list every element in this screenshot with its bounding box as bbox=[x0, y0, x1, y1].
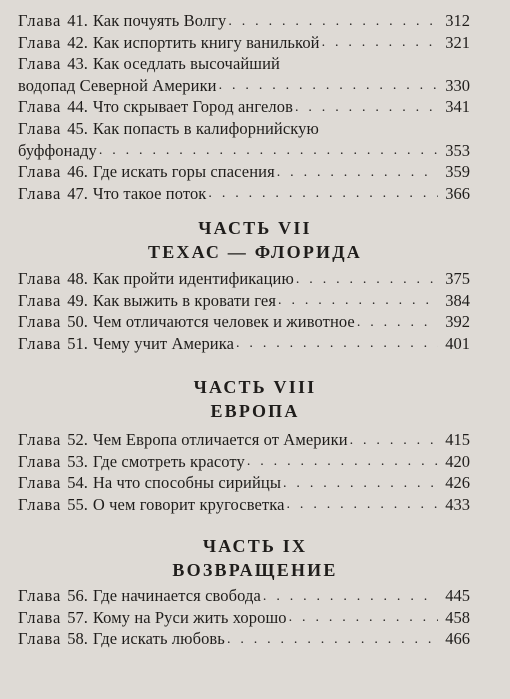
chapter-title: Чему учит Америка bbox=[92, 333, 235, 353]
chapter-title: Что скрывает Город ангелов bbox=[92, 97, 293, 117]
chapter-title-continued: буффонаду bbox=[18, 140, 97, 160]
toc-entry-46[interactable] bbox=[18, 161, 470, 183]
part-title: ЕВРОПА bbox=[210, 401, 300, 421]
toc-entry-48[interactable] bbox=[18, 268, 470, 290]
toc-entry-45[interactable] bbox=[18, 118, 470, 161]
chapter-word: Глава bbox=[18, 607, 62, 627]
leader-dots bbox=[350, 432, 438, 451]
toc-entry-52[interactable] bbox=[18, 429, 470, 451]
leader-dots bbox=[227, 631, 438, 650]
toc-block-part-8 bbox=[18, 429, 470, 515]
chapter-word: Глава bbox=[18, 54, 62, 74]
page-number: 392 bbox=[445, 312, 470, 332]
chapter-word: Глава bbox=[18, 11, 62, 30]
toc-entry-47[interactable] bbox=[18, 183, 470, 205]
chapter-word: Глава bbox=[18, 183, 62, 203]
toc-entry-57[interactable] bbox=[18, 607, 470, 629]
chapter-word: Глава bbox=[18, 162, 62, 182]
toc-entry-43[interactable] bbox=[18, 53, 470, 96]
toc-entry-58[interactable] bbox=[18, 628, 470, 650]
leader-dots bbox=[357, 314, 438, 333]
toc-entry-50[interactable] bbox=[18, 311, 470, 333]
chapter-number: 55. bbox=[67, 494, 88, 514]
page-number: 330 bbox=[445, 75, 470, 95]
page-number: 321 bbox=[445, 32, 470, 52]
toc-entry-56[interactable] bbox=[18, 585, 470, 607]
toc-block-part-6-tail bbox=[18, 10, 470, 204]
leader-dots bbox=[99, 142, 438, 161]
chapter-title: Чем отличаются человек и животное bbox=[92, 312, 355, 332]
chapter-title: Кому на Руси жить хорошо bbox=[92, 607, 287, 627]
chapter-title: Как испортить книгу ванилькой bbox=[92, 32, 320, 52]
leader-dots bbox=[278, 292, 438, 311]
chapter-word: Глава bbox=[18, 586, 62, 605]
toc-entry-54[interactable] bbox=[18, 472, 470, 494]
page-number: 312 bbox=[445, 11, 470, 30]
toc-entry-41[interactable] bbox=[18, 10, 470, 32]
chapter-number: 58. bbox=[67, 629, 88, 649]
page-number: 359 bbox=[445, 162, 470, 182]
chapter-word: Глава bbox=[18, 97, 62, 117]
chapter-number: 43. bbox=[67, 54, 88, 74]
chapter-number: 51. bbox=[67, 333, 88, 353]
chapter-word: Глава bbox=[18, 333, 62, 353]
toc-entry-42[interactable] bbox=[18, 32, 470, 54]
chapter-word: Глава bbox=[18, 451, 62, 471]
chapter-number: 50. bbox=[67, 312, 88, 332]
leader-dots bbox=[208, 185, 438, 204]
chapter-title: Как попасть в калифорнийскую bbox=[92, 118, 319, 138]
leader-dots bbox=[219, 77, 438, 96]
chapter-title: Где начинается свобода bbox=[92, 586, 261, 605]
page-number: 341 bbox=[445, 97, 470, 117]
leader-dots bbox=[296, 271, 438, 290]
chapter-title: На что способны сирийцы bbox=[92, 473, 282, 493]
chapter-number: 41. bbox=[67, 11, 88, 30]
page-number: 458 bbox=[445, 607, 470, 627]
toc-entry-51[interactable] bbox=[18, 333, 470, 355]
leader-dots bbox=[295, 99, 438, 118]
chapter-title: Где смотреть красоту bbox=[92, 451, 245, 471]
chapter-title-continued: водопад Северной Америки bbox=[18, 75, 217, 95]
page-number: 401 bbox=[445, 333, 470, 353]
page-number: 375 bbox=[445, 269, 470, 288]
toc-block-part-7 bbox=[18, 268, 470, 354]
chapter-number: 57. bbox=[67, 607, 88, 627]
page-number: 445 bbox=[445, 586, 470, 605]
page-number: 384 bbox=[445, 290, 470, 310]
chapter-word: Глава bbox=[18, 32, 62, 52]
chapter-word: Глава bbox=[18, 118, 62, 138]
part-title: ВОЗВРАЩЕНИЕ bbox=[172, 560, 338, 580]
chapter-title: Чем Европа отличается от Америки bbox=[92, 430, 348, 449]
chapter-word: Глава bbox=[18, 629, 62, 649]
chapter-number: 47. bbox=[67, 183, 88, 203]
chapter-title: Где искать любовь bbox=[92, 629, 225, 649]
part-8-heading bbox=[0, 375, 510, 423]
chapter-title: Как оседлать высочайший bbox=[92, 54, 280, 74]
page-number: 426 bbox=[445, 473, 470, 493]
chapter-title: О чем говорит кругосветка bbox=[92, 494, 285, 514]
chapter-word: Глава bbox=[18, 269, 62, 288]
chapter-number: 53. bbox=[67, 451, 88, 471]
chapter-title: Что такое поток bbox=[92, 183, 207, 203]
toc-entry-44[interactable] bbox=[18, 96, 470, 118]
leader-dots bbox=[236, 335, 438, 354]
toc-entry-53[interactable] bbox=[18, 451, 470, 473]
page-number: 353 bbox=[445, 140, 470, 160]
chapter-title: Как пройти идентификацию bbox=[92, 269, 294, 288]
page-number: 466 bbox=[445, 629, 470, 649]
chapter-number: 42. bbox=[67, 32, 88, 52]
chapter-title: Где искать горы спасения bbox=[92, 162, 275, 182]
leader-dots bbox=[283, 475, 438, 494]
leader-dots bbox=[263, 588, 438, 607]
part-number: ЧАСТЬ VIII bbox=[193, 377, 317, 397]
chapter-number: 44. bbox=[67, 97, 88, 117]
part-number: ЧАСТЬ VII bbox=[198, 218, 312, 238]
page-number: 366 bbox=[445, 183, 470, 203]
leader-dots bbox=[247, 453, 438, 472]
part-7-heading bbox=[0, 216, 510, 264]
part-title: ТЕХАС — ФЛОРИДА bbox=[147, 242, 362, 262]
leader-dots bbox=[277, 164, 438, 183]
part-number: ЧАСТЬ IX bbox=[202, 536, 308, 556]
chapter-word: Глава bbox=[18, 430, 62, 449]
toc-entry-55[interactable] bbox=[18, 494, 470, 516]
part-9-heading bbox=[0, 534, 510, 582]
chapter-number: 56. bbox=[67, 586, 88, 605]
chapter-number: 49. bbox=[67, 290, 88, 310]
page-number: 415 bbox=[445, 430, 470, 449]
chapter-word: Глава bbox=[18, 290, 62, 310]
chapter-title: Как выжить в кровати гея bbox=[92, 290, 277, 310]
chapter-word: Глава bbox=[18, 312, 62, 332]
chapter-number: 45. bbox=[67, 118, 88, 138]
chapter-word: Глава bbox=[18, 473, 62, 493]
chapter-number: 52. bbox=[67, 430, 88, 449]
chapter-number: 54. bbox=[67, 473, 88, 493]
page-number: 420 bbox=[445, 451, 470, 471]
toc-block-part-9 bbox=[18, 585, 470, 650]
chapter-number: 46. bbox=[67, 162, 88, 182]
chapter-word: Глава bbox=[18, 494, 62, 514]
leader-dots bbox=[287, 496, 438, 515]
page-number: 433 bbox=[445, 494, 470, 514]
chapter-number: 48. bbox=[67, 269, 88, 288]
leader-dots bbox=[289, 609, 438, 628]
toc-entry-49[interactable] bbox=[18, 290, 470, 312]
chapter-title: Как почуять Волгу bbox=[92, 11, 227, 30]
leader-dots bbox=[322, 34, 438, 53]
leader-dots bbox=[228, 13, 438, 32]
